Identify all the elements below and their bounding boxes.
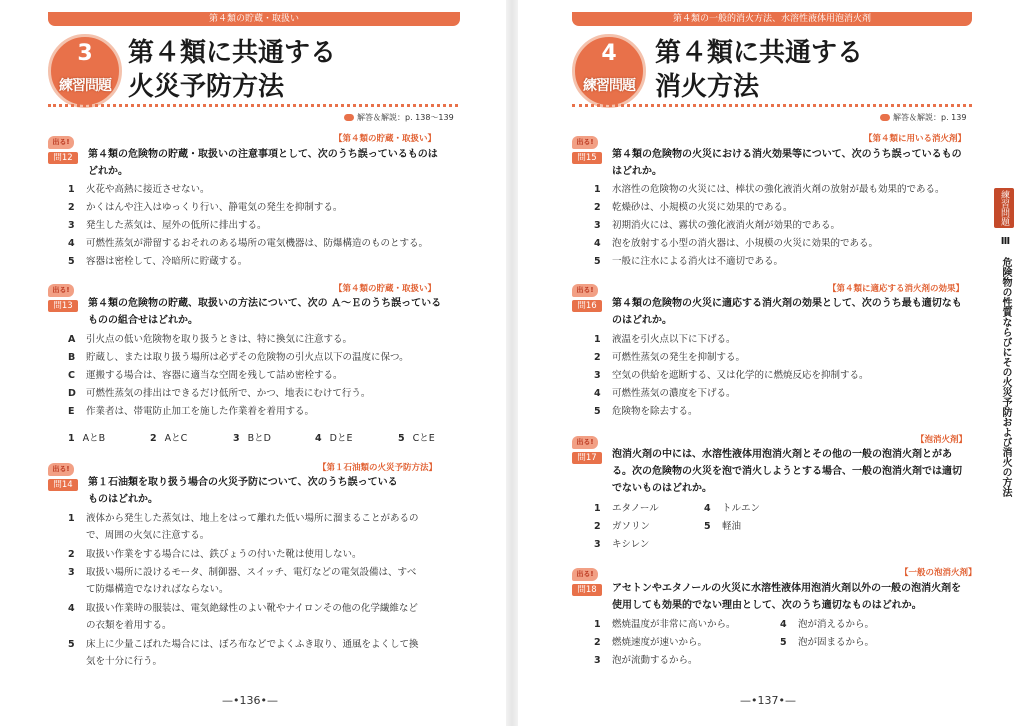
option-key: 1 [594, 619, 601, 630]
option-key: 2 [594, 352, 601, 363]
answer-choice [315, 430, 352, 447]
option-text: エタノール [612, 503, 659, 514]
option-key: 5 [68, 639, 75, 650]
title-line-2: 消火方法 [655, 72, 760, 102]
option-text: 一般に注水による消火は不適切である。 [612, 256, 784, 267]
option-text: 泡を放射する小型の消火器は、小規模の火災に効果的である。 [612, 238, 879, 249]
badge-number: 3 [77, 41, 93, 66]
question-text [612, 295, 992, 329]
option [68, 385, 370, 402]
option-key: 3 [594, 539, 601, 550]
option-key: E [68, 406, 75, 417]
answer-choice [68, 430, 105, 447]
option [594, 536, 649, 553]
option [594, 217, 840, 234]
question-line: どれか。 [88, 166, 128, 177]
choice-key: 1 [68, 433, 75, 444]
question-text [88, 295, 468, 329]
badge-label: 練習問題 [59, 78, 111, 94]
question-line: ものはどれか。 [88, 494, 158, 505]
option-text: 泡が消えるから。 [798, 619, 875, 630]
running-header: 第４類の一般的消火方法、水溶性液体用泡消火剤 [572, 12, 972, 26]
option [68, 181, 210, 198]
running-header: 第４類の貯蔵・取扱い [48, 12, 460, 26]
option-key: 1 [594, 503, 601, 514]
option-text: ガソリン [612, 521, 651, 532]
option-text: 燃焼温度が非常に高いから。 [612, 619, 736, 630]
option [594, 331, 736, 348]
option-key: 2 [594, 202, 601, 213]
choice-key: 5 [398, 433, 405, 444]
option-key: 4 [68, 238, 75, 249]
option [594, 403, 698, 420]
option-text: 可燃性蒸気の濃度を下げる。 [612, 388, 736, 399]
option-text: 火花や高熱に接近させない。 [86, 184, 210, 195]
answer-reference-text: 解答＆解説：p. 139 [893, 113, 967, 122]
answer-reference [344, 112, 454, 123]
option [68, 349, 409, 366]
question-line: 第４類の危険物の火災に適応する消火剤の効果として、次のうち最も適切なも [612, 298, 962, 309]
frequent-badge: 出る! [572, 436, 598, 449]
option [68, 199, 342, 216]
answer-icon [880, 114, 890, 121]
option-text: 引火点の低い危険物を取り扱うときは、特に換気に注意する。 [86, 334, 353, 345]
question-number: 問13 [48, 300, 78, 312]
option [594, 634, 707, 651]
frequent-badge: 出る! [572, 136, 598, 149]
answer-choice [233, 430, 271, 447]
choice-text: BとD [247, 433, 271, 444]
dotted-divider [48, 104, 458, 107]
option-text: 容器は密栓して、冷暗所に貯蔵する。 [86, 256, 248, 267]
option-key: 3 [594, 370, 601, 381]
question-line: のはどれか。 [612, 315, 672, 326]
option [68, 564, 416, 598]
option-text: 可燃性蒸気の排出はできるだけ低所で、かつ、地表にむけて行う。 [86, 388, 371, 399]
page-title [655, 36, 863, 104]
answer-icon [344, 114, 354, 121]
question-number: 問15 [572, 152, 602, 164]
option-key: 3 [594, 220, 601, 231]
question-text [88, 474, 468, 508]
option-key: 5 [594, 256, 601, 267]
option-text: 気を十分に行う。 [86, 656, 163, 667]
option-key: C [68, 370, 75, 381]
option-text: 作業者は、帯電防止加工を施した作業着を着用する。 [86, 406, 315, 417]
frequent-badge: 出る! [572, 568, 598, 581]
question-line: る。次の危険物の火災を泡で消火しようとする場合、一般の泡消火剤では適切 [612, 466, 962, 477]
question-line: 第４類の危険物の貯蔵・取扱いの注意事項として、次のうち誤っているものは [88, 149, 438, 160]
option-text: て防爆構造でなければならない。 [86, 584, 229, 595]
question-category: 【第４類の貯蔵・取扱い】 [334, 284, 437, 294]
option-key: 2 [594, 637, 601, 648]
question-number: 問18 [572, 584, 602, 596]
option [594, 235, 878, 252]
option [594, 367, 869, 384]
option-text: 水溶性の危険物の火災には、棒状の強化液消火剤の放射が最も効果的である。 [612, 184, 945, 195]
option [704, 500, 760, 517]
option-text: かくはんや注入はゆっくり行い、静電気の発生を抑制する。 [86, 202, 343, 213]
page-number-text: 136 [239, 694, 261, 707]
option-key: 1 [68, 513, 75, 524]
option-key: 2 [68, 202, 75, 213]
option-key: 5 [594, 406, 601, 417]
question-category: 【第４類の貯蔵・取扱い】 [334, 134, 437, 144]
option-text: 運搬する場合は、容器に適当な空間を残して詰め密栓する。 [86, 370, 343, 381]
option [68, 331, 352, 348]
question-category: 【第４類に用いる消火剤】 [864, 134, 967, 144]
option-key: 5 [704, 521, 711, 532]
frequent-badge: 出る! [48, 284, 74, 297]
question-line: 第４類の危険物の火災における消火効果等について、次のうち誤っているもの [612, 149, 962, 160]
question-number: 問14 [48, 479, 78, 491]
chapter-side-title: Ⅲ 危険物の性質ならびにその火災予防および消火の方法 [1000, 236, 1011, 497]
option-text: 空気の供給を遮断する、又は化学的に燃焼反応を抑制する。 [612, 370, 869, 381]
question-text [612, 446, 992, 497]
question-line: 第１石油類を取り扱う場合の火災予防について、次のうち誤っている [88, 477, 398, 488]
frequent-badge: 出る! [572, 284, 598, 297]
option-text: 初期消火には、霧状の強化液消火剤が効果的である。 [612, 220, 841, 231]
option-key: A [68, 334, 76, 345]
question-line: ものの組合せはどれか。 [88, 315, 198, 326]
question-number: 問12 [48, 152, 78, 164]
option-text: の衣類を着用する。 [86, 620, 172, 631]
answer-choice [150, 430, 187, 447]
question-line: 使用しても効果的でない理由として、次のうち適切なものはどれか。 [612, 600, 922, 611]
option-key: 3 [594, 655, 601, 666]
frequent-badge: 出る! [48, 136, 74, 149]
option-text: 可燃性蒸気の発生を抑制する。 [612, 352, 746, 363]
option-text: 燃焼速度が速いから。 [612, 637, 708, 648]
question-number: 問16 [572, 300, 602, 312]
option-text: 取扱い場所に設けるモータ、制御器、スイッチ、電灯などの電気設備は、すべ [86, 567, 417, 578]
option-key: 4 [704, 503, 711, 514]
option [68, 600, 418, 634]
question-text [88, 146, 468, 180]
option-text: キシレン [612, 539, 650, 550]
option [594, 181, 945, 198]
question-line: はどれか。 [612, 166, 662, 177]
option-key: 5 [780, 637, 787, 648]
option-key: 1 [594, 334, 601, 345]
option [68, 636, 419, 670]
option-text: 発生した蒸気は、屋外の低所に排出する。 [86, 220, 267, 231]
choice-text: DとE [329, 433, 353, 444]
title-line-1: 第４類に共通する [655, 38, 864, 68]
option-text: 床上に少量こぼれた場合には、ぼろ布などでよくふき取り、通風をよくして換 [86, 639, 419, 650]
option [594, 199, 793, 216]
answer-reference [880, 112, 966, 123]
choice-key: 4 [315, 433, 322, 444]
option [68, 403, 314, 420]
option-text: 可燃性蒸気が滞留するおそれのある場所の電気機器は、防爆構造のものとする。 [86, 238, 429, 249]
page-number: —•136•— [222, 694, 278, 707]
choice-key: 3 [233, 433, 240, 444]
option-text: 泡が固まるから。 [798, 637, 875, 648]
choice-key: 2 [150, 433, 157, 444]
answer-choice [398, 430, 435, 447]
option-text: 危険物を除去する。 [612, 406, 698, 417]
option [780, 634, 874, 651]
option-text: 液温を引火点以下に下げる。 [612, 334, 736, 345]
page-number: —•137•— [740, 694, 796, 707]
option-key: 3 [68, 220, 75, 231]
page-number-text: 137 [757, 694, 779, 707]
choice-text: AとB [82, 433, 106, 444]
option [780, 616, 874, 633]
title-line-1: 第４類に共通する [128, 38, 337, 68]
option-text: 液体から発生した蒸気は、地上をはって離れた低い場所に溜まることがあるの [86, 513, 419, 524]
exercise-badge [48, 34, 122, 108]
option-key: 1 [594, 184, 601, 195]
option-text: 取扱い作業時の服装は、電気絶縁性のよい靴やナイロンその他の化学繊維など [86, 603, 418, 614]
option [594, 385, 736, 402]
option [594, 652, 698, 669]
option-text: で、周囲の火気に注意する。 [86, 530, 210, 541]
option [594, 253, 783, 270]
option [594, 349, 745, 366]
option [594, 500, 659, 517]
option-key: D [68, 388, 76, 399]
exercise-badge [572, 34, 646, 108]
question-category: 【第１石油類の火災予防方法】 [318, 463, 438, 473]
option-key: 1 [68, 184, 75, 195]
option [68, 367, 343, 384]
choice-text: AとC [164, 433, 188, 444]
option [594, 518, 650, 535]
option-text: 貯蔵し、または取り扱う場所は必ずその危険物の引火点以下の温度に保つ。 [86, 352, 409, 363]
option-key: B [68, 352, 76, 363]
title-line-2: 火災予防方法 [128, 72, 285, 102]
option-text: 泡が流動するから。 [612, 655, 698, 666]
option-key: 4 [68, 603, 75, 614]
option-key: 4 [594, 388, 601, 399]
question-line: 泡消火剤の中には、水溶性液体用泡消火剤とその他の一般の泡消火剤とがあ [612, 449, 952, 460]
question-category: 【第４類に適応する消火剤の効果】 [828, 284, 965, 294]
option-key: 2 [68, 549, 75, 560]
option [68, 217, 267, 234]
option-text: 軽油 [722, 521, 742, 532]
frequent-badge: 出る! [48, 463, 74, 476]
badge-label: 練習問題 [583, 78, 635, 94]
question-line: でないものはどれか。 [612, 483, 712, 494]
question-text [612, 146, 992, 180]
answer-reference-text: 解答＆解説：p. 138〜139 [357, 113, 454, 122]
option-key: 4 [780, 619, 787, 630]
dotted-divider [572, 104, 972, 107]
right-page [512, 0, 1024, 726]
question-line: アセトンやエタノールの火災に水溶性液体用泡消火剤以外の一般の泡消火剤を [612, 583, 962, 594]
question-text [612, 580, 997, 614]
question-category: 【一般の泡消火剤】 [900, 568, 977, 578]
option-key: 5 [68, 256, 75, 267]
option-text: 取扱い作業をする場合には、鉄びょうの付いた靴は使用しない。 [86, 549, 362, 560]
option-key: 4 [594, 238, 601, 249]
option [68, 235, 428, 252]
option [68, 253, 247, 270]
option [594, 616, 736, 633]
question-category: 【泡消火剤】 [916, 435, 968, 445]
chapter-side-tab[interactable]: 練習問題 [994, 188, 1014, 228]
option-key: 3 [68, 567, 75, 578]
page-title [128, 36, 336, 104]
badge-number: 4 [601, 41, 617, 66]
option [704, 518, 741, 535]
option-key: 2 [594, 521, 601, 532]
question-number: 問17 [572, 452, 602, 464]
option-text: トルエン [722, 503, 761, 514]
option-text: 乾燥砂は、小規模の火災に効果的である。 [612, 202, 793, 213]
option [68, 546, 362, 563]
choice-text: CとE [412, 433, 435, 444]
option [68, 510, 419, 544]
question-line: 第４類の危険物の貯蔵、取扱いの方法について、次の Ａ〜Ｅのうち誤っている [88, 298, 442, 309]
